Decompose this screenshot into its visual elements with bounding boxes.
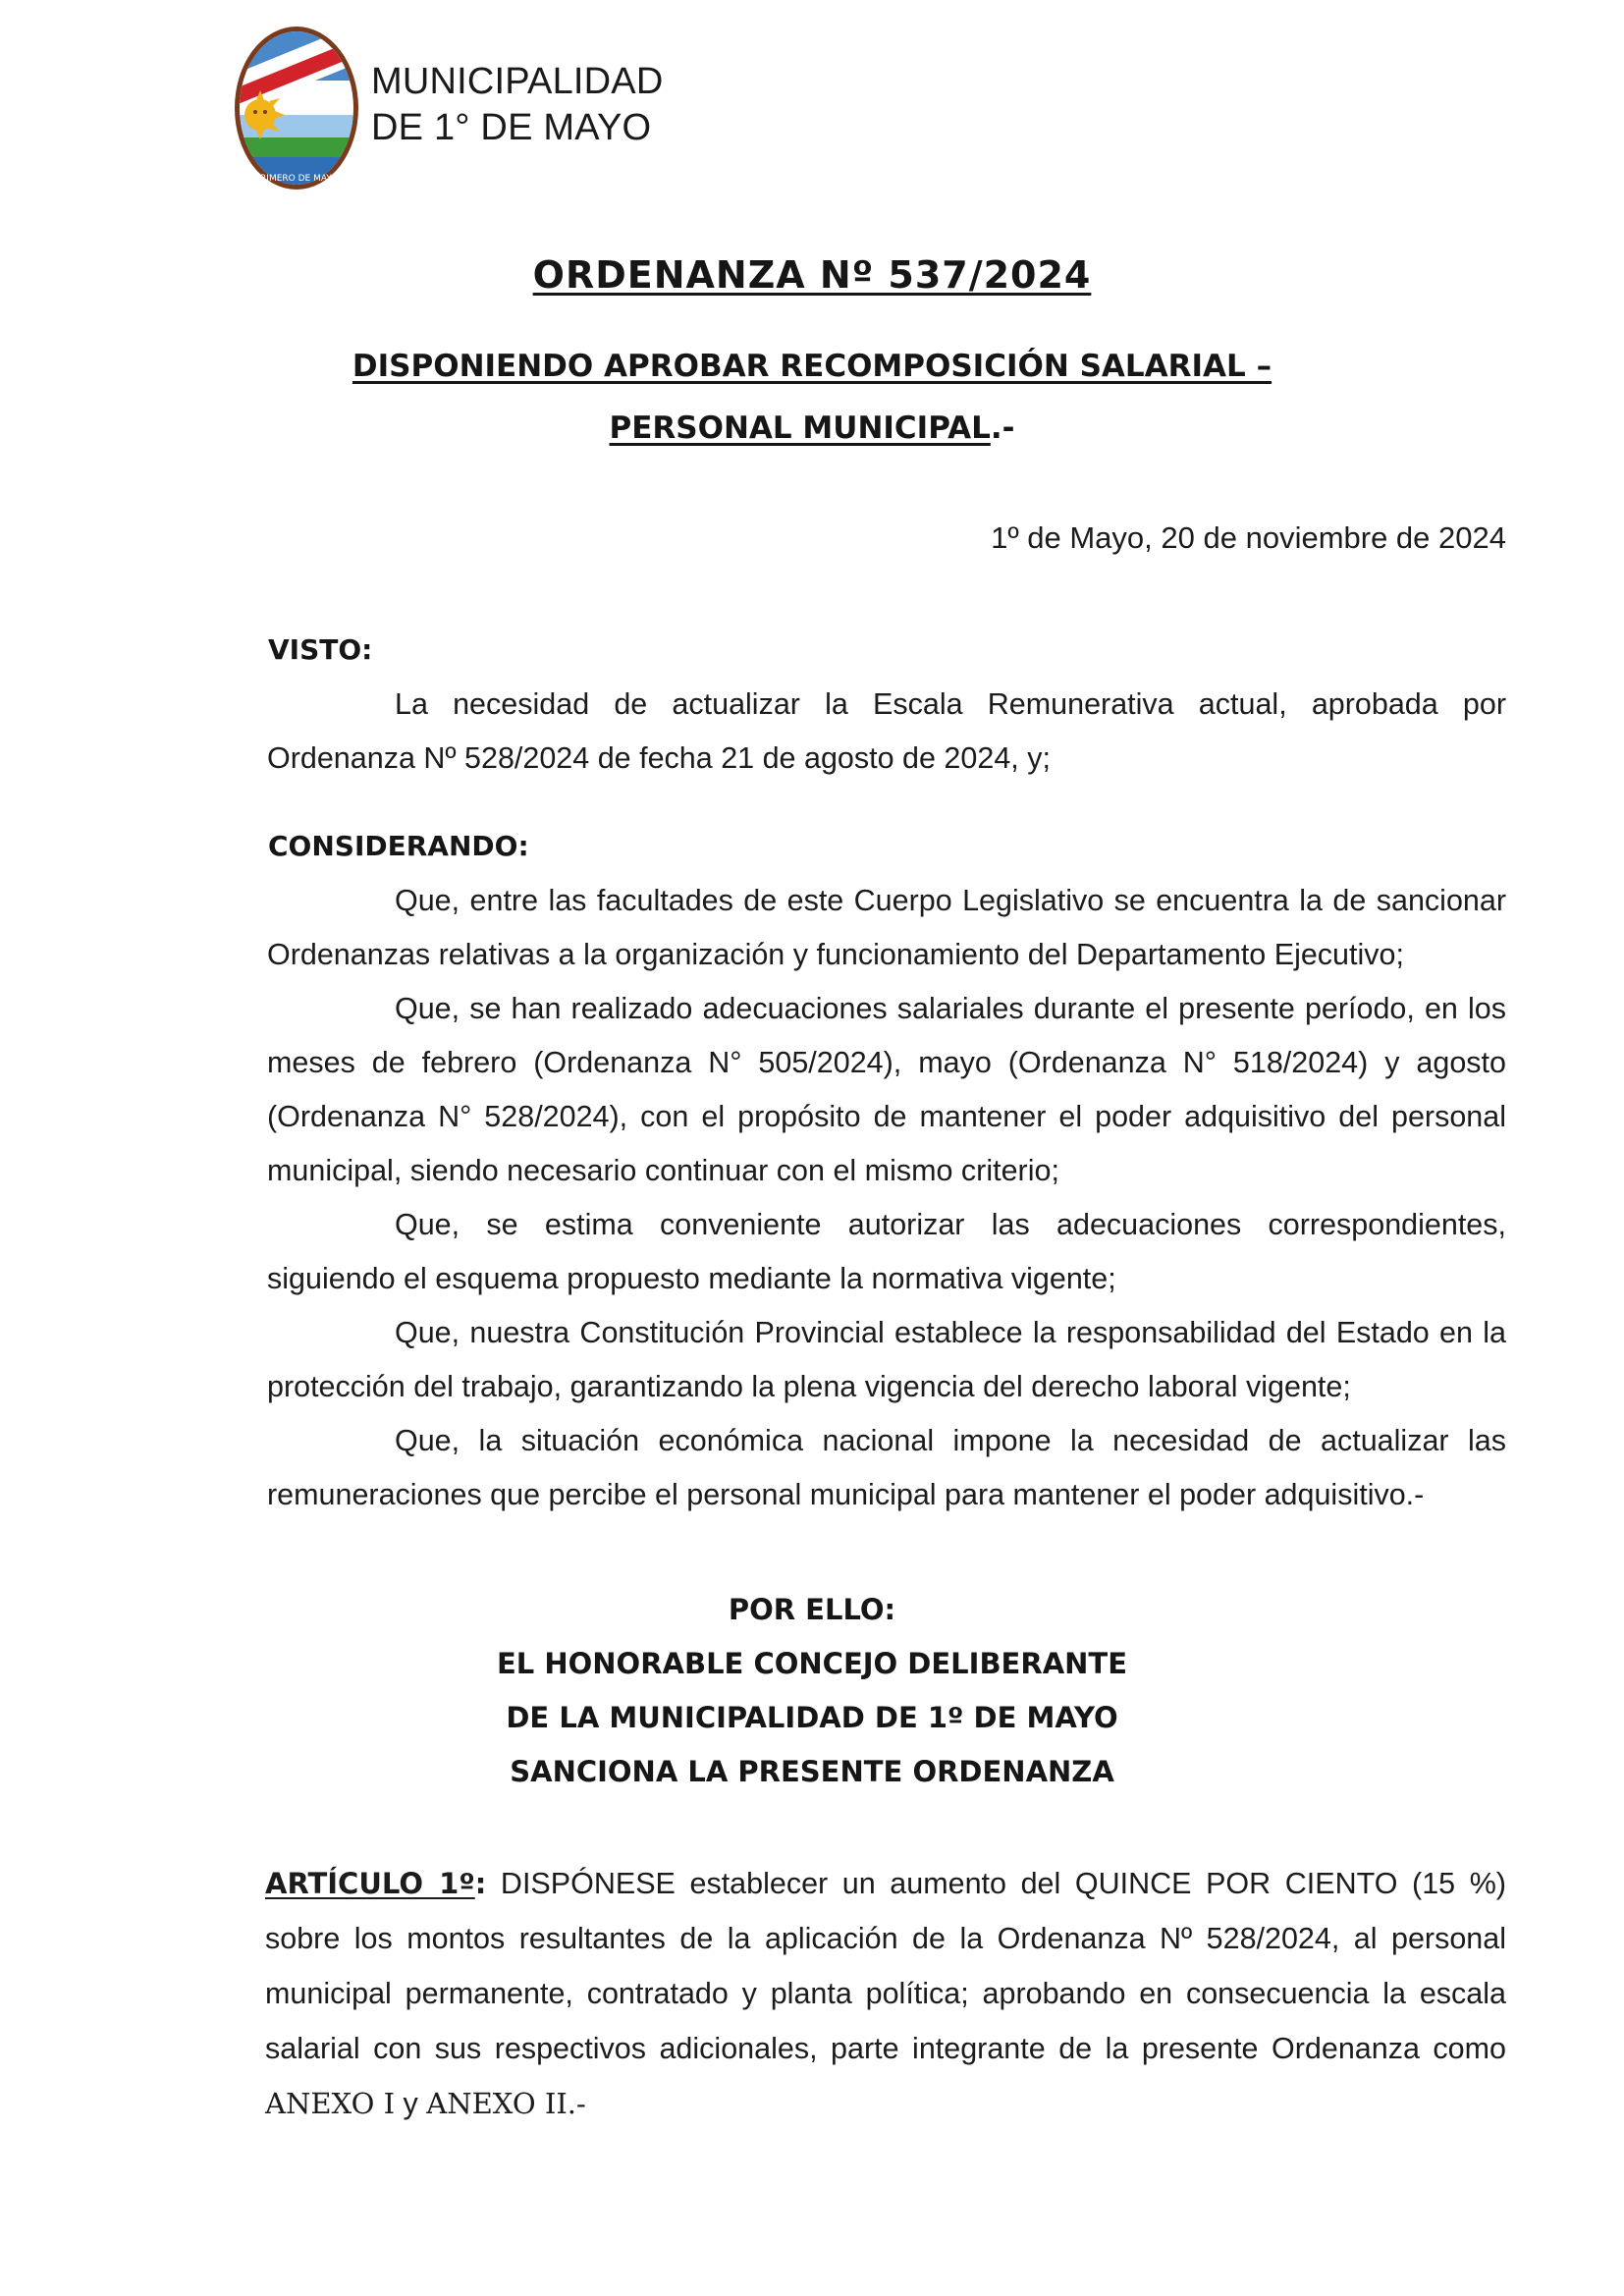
ordinance-subtitle-line2 (0, 410, 1624, 446)
considerando-paragraph: Que, se estima conveniente autorizar las adecuaciones correspondientes, siguiendo el esquema propuesto mediante la normativa vigente; (267, 1208, 1506, 1295)
subtitle-line2-tail: .- (990, 410, 1015, 446)
letterhead (231, 22, 664, 193)
considerando-paragraph: Que, nuestra Constitución Provincial establece la responsabilidad del Estado en la protección del trabajo, garantizando la plena vigencia del derecho laboral vigente; (267, 1316, 1506, 1403)
visto-heading: VISTO: (268, 633, 373, 666)
ordinance-subtitle-line1: DISPONIENDO APROBAR RECOMPOSICIÓN SALARIAL – (352, 349, 1272, 384)
seal-text: PRIMERO DE MAYO (254, 174, 339, 184)
municipality-name (371, 59, 664, 151)
article-1-colon: : (474, 1867, 487, 1900)
visto-section (267, 678, 1506, 786)
municipal-seal-logo (231, 22, 363, 193)
article-1-conjunction: y (395, 2087, 427, 2120)
por-ello-heading: POR ELLO: (728, 1593, 896, 1626)
annex-2-reference: ANEXO II.- (426, 2087, 586, 2120)
considerando-section (267, 874, 1506, 1522)
article-1-label: ARTÍCULO 1º (265, 1867, 475, 1900)
municipality-name-line2: DE 1° DE MAYO (371, 106, 652, 148)
visto-paragraph: La necesidad de actualizar la Escala Remunerativa actual, aprobada por Ordenanza Nº 528/2024 de fecha 21 de agosto de 2024, y; (267, 687, 1506, 775)
article-1-text: DISPÓNESE establecer un aumento del QUINCE POR CIENTO (15 %) sobre los montos resultantes de la aplicación de la Ordenanza Nº 528/2024, al personal municipal permanente, contratado y planta política; aprobando en consecuencia la escala salarial con sus respectivos adicionales, parte integrante de la presente Ordenanza como (265, 1867, 1506, 2065)
considerando-paragraph: Que, entre las facultades de este Cuerpo Legislativo se encuentra la de sancionar Ordenanzas relativas a la organización y funcionamiento del Departamento Ejecutivo; (267, 884, 1506, 971)
sanction-statement: SANCIONA LA PRESENTE ORDENANZA (510, 1755, 1114, 1788)
subtitle-line2-text: PERSONAL MUNICIPAL (609, 410, 991, 446)
municipality-name-line1: MUNICIPALIDAD (371, 60, 664, 102)
ordinance-title: ORDENANZA Nº 537/2024 (532, 253, 1092, 297)
annex-1-reference: ANEXO I (265, 2087, 396, 2120)
considerando-paragraph: Que, se han realizado adecuaciones salariales durante el presente período, en los meses de febrero (Ordenanza N° 505/2024), mayo (Ordenanza N° 518/2024) y agosto (Ordenanza N° 528/2024), con el propósito de mantener el poder adquisitivo del personal municipal, siendo necesario continuar con el mismo criterio; (267, 992, 1506, 1187)
considerando-paragraph: Que, la situación económica nacional impone la necesidad de actualizar las remuneraciones que percibe el personal municipal para mantener el poder adquisitivo.- (267, 1424, 1506, 1511)
sanction-block (0, 1583, 1624, 1799)
article-1 (265, 1856, 1506, 2131)
council-name-line: EL HONORABLE CONCEJO DELIBERANTE (496, 1647, 1128, 1680)
council-municipality-line: DE LA MUNICIPALIDAD DE 1º DE MAYO (506, 1701, 1118, 1734)
considerando-heading: CONSIDERANDO: (268, 830, 529, 862)
document-date: 1º de Mayo, 20 de noviembre de 2024 (991, 520, 1506, 555)
